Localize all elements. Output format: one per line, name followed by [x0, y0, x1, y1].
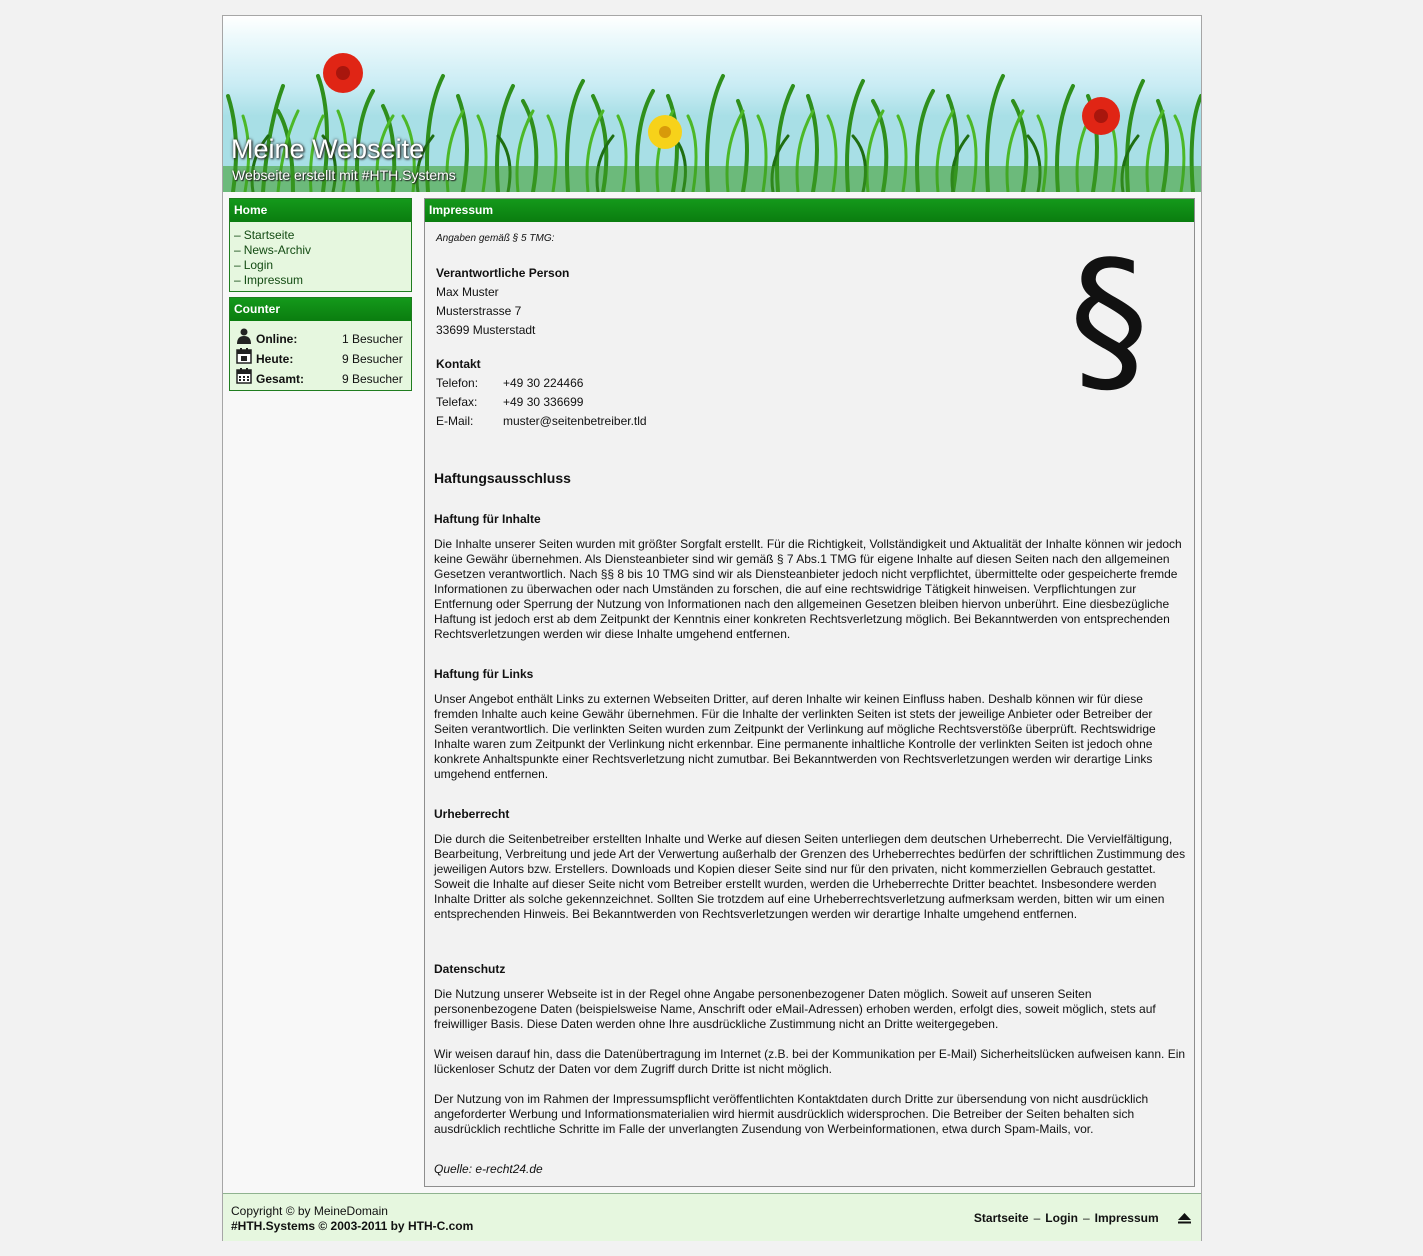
calendar-day-icon	[236, 348, 252, 364]
grass-banner-image	[223, 16, 1201, 192]
section-heading: Urheberrecht	[434, 807, 510, 821]
menu-dash: –	[234, 273, 241, 287]
section-text: Unser Angebot enthält Links zu externen Webseiten Dritter, auf deren Inhalte wir keinen Einfluss haben. Deshalb können wir für diese fremden Inhalte auch keine Gewähr übernehmen. Für die Inhalte der verlinkten Seiten ist stets der jeweilige Anbieter oder Betreiber der Seiten verantwortlich. Die verlinkten Seiten wurden zum Zeitpunkt der Verlinkung auf mögliche Rechtsverstöße überprüft. Rechtswidrige Inhalte waren zum Zeitpunkt der Verlinkung nicht erkennbar. Eine permanente inhaltliche Kontrolle der verlinkten Seiten ist jedoch ohne konkrete Anhaltspunkte einer Rechtsverletzung nicht zumutbar. Bei Bekanntwerden von Rechtsverletzungen werden wir derartige Links umgehend entfernen.	[434, 692, 1156, 781]
menu-box-title: Home	[230, 199, 411, 222]
calendar-icon	[236, 368, 252, 384]
person-street: Musterstrasse 7	[436, 304, 522, 318]
menu-item-startseite[interactable]	[234, 228, 411, 243]
counter-row-total	[230, 365, 411, 385]
footer-nav	[974, 1211, 1191, 1225]
person-city: 33699 Musterstadt	[436, 323, 536, 337]
counter-box	[229, 297, 412, 391]
section-text: Die Nutzung unserer Webseite ist in der Regel ohne Angabe personenbezogener Daten möglich. Soweit auf unseren Seiten personenbezogene Daten (beispielsweise Name, Anschrift oder eMail-Adressen) erhoben werden, erfolgt dies, soweit möglich, stets auf freiwilliger Basis. Diese Daten werden ohne Ihre ausdrückliche Zustimmung nicht an Dritte weitergegeben.	[434, 987, 1156, 1031]
counter-label: Heute:	[256, 352, 294, 366]
menu-dash: –	[234, 228, 241, 242]
source-link[interactable]: Quelle: e-recht24.de	[434, 1162, 543, 1176]
red-flower-right-icon	[1082, 97, 1120, 135]
section-heading: Haftung für Inhalte	[434, 512, 541, 526]
scroll-top-icon[interactable]	[1178, 1213, 1191, 1224]
fax-value: +49 30 336699	[503, 395, 584, 409]
person-name: Max Muster	[436, 285, 499, 299]
counter-label: Online:	[256, 332, 298, 346]
menu-item-news-archiv[interactable]	[234, 243, 411, 258]
disclaimer-heading: Haftungsausschluss	[434, 470, 571, 486]
footer-link-impressum[interactable]: Impressum	[1094, 1211, 1159, 1225]
email-label: E-Mail:	[436, 414, 474, 428]
phone-value: +49 30 224466	[503, 376, 584, 390]
section-text: Die durch die Seitenbetreiber erstellten Inhalte und Werke auf diesen Seiten unterliegen dem deutschen Urheberrecht. Die Vervielfältigung, Bearbeitung, Verbreitung und jede Art der Verwertung außerhalb der Grenzen des Urheberrechtes bedürfen der schriftlichen Zustimmung des jeweiligen Autors bzw. Erstellers. Downloads und Kopien dieser Seite sind nur für den privaten, nicht kommerziellen Gebrauch gestattet. Soweit die Inhalte auf dieser Seite nicht vom Betreiber erstellt wurden, werden die Urheberrechte Dritter beachtet. Insbesondere werden Inhalte Dritter als solche gekennzeichnet. Sollten Sie trotzdem auf eine Urheberrechtsverletzung aufmerksam werden, bitten wir um einen entsprechenden Hinweis. Bei Bekanntwerden von Rechtsverletzungen werden wir derartige Inhalte umgehend entfernen.	[434, 832, 1186, 921]
counter-label: Gesamt:	[256, 372, 305, 386]
menu-list	[230, 222, 411, 288]
fax-label: Telefax:	[436, 395, 478, 409]
yellow-flower-icon	[648, 115, 682, 149]
powered-by-link[interactable]: #HTH.Systems © 2003-2011 by HTH-C.com	[231, 1219, 474, 1233]
contact-heading: Kontakt	[436, 357, 481, 371]
footer-separator: –	[1082, 1211, 1090, 1225]
header-banner	[223, 16, 1201, 192]
menu-item-label[interactable]: News-Archiv	[243, 243, 312, 257]
site-title[interactable]: Meine Webseite	[231, 134, 425, 164]
footer	[223, 1193, 1201, 1241]
phone-label: Telefon:	[436, 376, 479, 390]
tmg-intro: Angaben gemäß § 5 TMG:	[436, 233, 555, 244]
red-flower-left-icon	[323, 53, 363, 93]
section-heading: Datenschutz	[434, 962, 506, 976]
privacy-paragraph: Wir weisen darauf hin, dass die Datenübertragung im Internet (z.B. bei der Kommunikation per E-Mail) Sicherheitslücken aufweisen kann. Ein lückenloser Schutz der Daten vor dem Zugriff durch Dritte ist nicht möglich.	[434, 1047, 1186, 1076]
menu-dash: –	[234, 243, 241, 257]
menu-item-impressum[interactable]	[234, 273, 411, 288]
section-text: Die Inhalte unserer Seiten wurden mit größter Sorgfalt erstellt. Für die Richtigkeit, Vollständigkeit und Aktualität der Inhalte können wir jedoch keine Gewähr übernehmen. Als Diensteanbieter sind wir gemäß § 7 Abs.1 TMG für eigene Inhalte auf diesen Seiten nach den allgemeinen Gesetzen verantwortlich. Nach §§ 8 bis 10 TMG sind wir als Diensteanbieter jedoch nicht verpflichtet, übermittelte oder gespeicherte fremde Informationen zu überwachen oder nach Umständen zu forschen, die auf eine rechtswidrige Tätigkeit hinweisen. Verpflichtungen zur Entfernung oder Sperrung der Nutzung von Informationen nach den allgemeinen Gesetzen bleiben hiervon unberührt. Eine diesbezügliche Haftung ist jedoch erst ab dem Zeitpunkt der Kenntnis einer konkreten Rechtsverletzung möglich. Bei Bekanntwerden von entsprechenden Rechtsverletzungen werden wir diese Inhalte umgehend entfernen.	[434, 537, 1182, 641]
site-subtitle: Webseite erstellt mit #HTH.Systems	[232, 167, 456, 183]
footer-separator: –	[1033, 1211, 1041, 1225]
email-link[interactable]: muster@seitenbetreiber.tld	[503, 414, 647, 428]
menu-box	[229, 198, 412, 292]
footer-link-login[interactable]: Login	[1045, 1211, 1078, 1225]
paragraph-symbol-icon: §	[1069, 226, 1149, 413]
section-heading: Haftung für Links	[434, 667, 534, 681]
counter-value: 9 Besucher	[342, 372, 403, 386]
counter-row-today	[230, 345, 411, 365]
privacy-paragraph: Der Nutzung von im Rahmen der Impressumspflicht veröffentlichten Kontaktdaten durch Dritte zur übersendung von nicht ausdrücklich angeforderter Werbung und Informationsmaterialien wird hiermit ausdrücklich widersprochen. Die Betreiber der Seiten behalten sich ausdrücklich rechtliche Schritte im Falle der unverlangten Zusendung von Werbeinformationen, etwa durch Spam-Mails, vor.	[434, 1092, 1149, 1136]
main-panel	[424, 198, 1195, 1187]
menu-item-login[interactable]	[234, 258, 411, 273]
page-wrapper	[222, 15, 1202, 1241]
menu-item-label[interactable]: Login	[243, 258, 274, 272]
user-icon	[236, 328, 252, 344]
counter-row-online	[230, 325, 411, 345]
main-panel-title: Impressum	[425, 199, 1194, 222]
counter-box-title: Counter	[230, 298, 411, 321]
menu-item-label[interactable]: Impressum	[243, 273, 304, 287]
menu-item-label[interactable]: Startseite	[243, 228, 295, 242]
footer-link-startseite[interactable]: Startseite	[973, 1211, 1029, 1225]
menu-dash: –	[234, 258, 241, 272]
counter-value: 1 Besucher	[342, 332, 403, 346]
counter-value: 9 Besucher	[342, 352, 403, 366]
copyright-text: Copyright © by MeineDomain	[231, 1204, 388, 1218]
person-heading: Verantwortliche Person	[436, 266, 570, 280]
impressum-content	[425, 223, 1194, 1183]
